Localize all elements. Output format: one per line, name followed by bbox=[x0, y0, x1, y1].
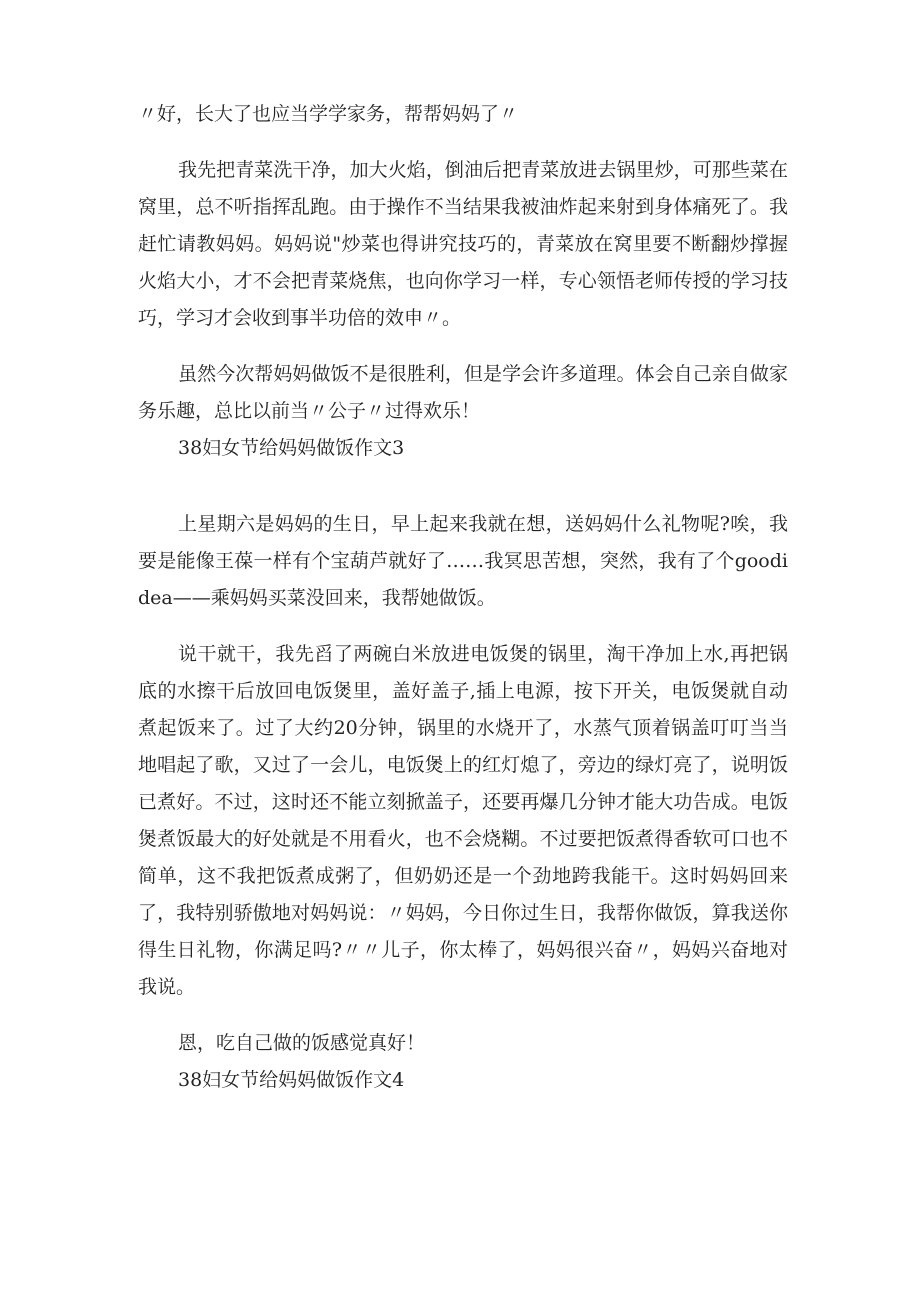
paragraph-reflection: 虽然今次帮妈妈做饭不是很胜利，但是学会许多道理。体会自己亲自做家务乐趣，总比以前当〃公子〃过得欢乐！ bbox=[138, 363, 788, 422]
document-body bbox=[138, 96, 788, 1099]
section-heading-essay-4: 38妇女节给妈妈做饭作文4 bbox=[178, 1069, 405, 1091]
paragraph-cooking-vegetables: 我先把青菜洗干净，加大火焰，倒油后把青菜放进去锅里炒，可那些菜在窝里，总不听指挥乱跑。由于操作不当结果我被油炸起来射到身体痛死了。我赶忙请教妈妈。妈妈说"炒菜也得讲究技巧的，青菜放在窝里要不断翻炒撑握火焰大小，才不会把青菜烧焦，也向你学习一样，专心领悟老师传授的学习技巧，学习才会收到事半功倍的效申〃。 bbox=[138, 159, 788, 329]
paragraph-cooking-rice: 说干就干，我先舀了两碗白米放进电饭煲的锅里，淘干净加上水,再把锅底的水擦干后放回电饭煲里，盖好盖子,插上电源，按下开关，电饭煲就自动煮起饭来了。过了大约20分钟，锅里的水烧开了，水蒸气顶着锅盖叮叮当当地唱起了歌，又过了一会儿，电饭煲上的红灯熄了，旁边的绿灯亮了，说明饭已煮好。不过，这时还不能立刻掀盖子，还要再爆几分钟才能大功告成。电饭煲煮饭最大的好处就是不用看火，也不会烧糊。不过要把饭煮得香软可口也不简单，这不我把饭煮成粥了，但奶奶还是一个劲地跨我能干。这时妈妈回来了，我特别骄傲地对妈妈说：〃妈妈，今日你过生日，我帮你做饭，算我送你得生日礼物，你满足吗?〃〃儿子，你太棒了，妈妈很兴奋〃，妈妈兴奋地对我说。 bbox=[138, 643, 788, 998]
paragraph-birthday-intro: 上星期六是妈妈的生日，早上起来我就在想，送妈妈什么礼物呢?唉，我要是能像王葆一样有个宝葫芦就好了……我冥思苦想，突然，我有了个goodidea——乘妈妈买菜没回来，我帮她做饭。 bbox=[138, 513, 788, 609]
paragraph-conclusion: 恩，吃自己做的饭感觉真好！ bbox=[178, 1032, 426, 1054]
paragraph-quote-opening: 〃好，长大了也应当学学家务，帮帮妈妈了〃 bbox=[138, 103, 519, 125]
section-heading-essay-3: 38妇女节给妈妈做饭作文3 bbox=[178, 437, 405, 459]
